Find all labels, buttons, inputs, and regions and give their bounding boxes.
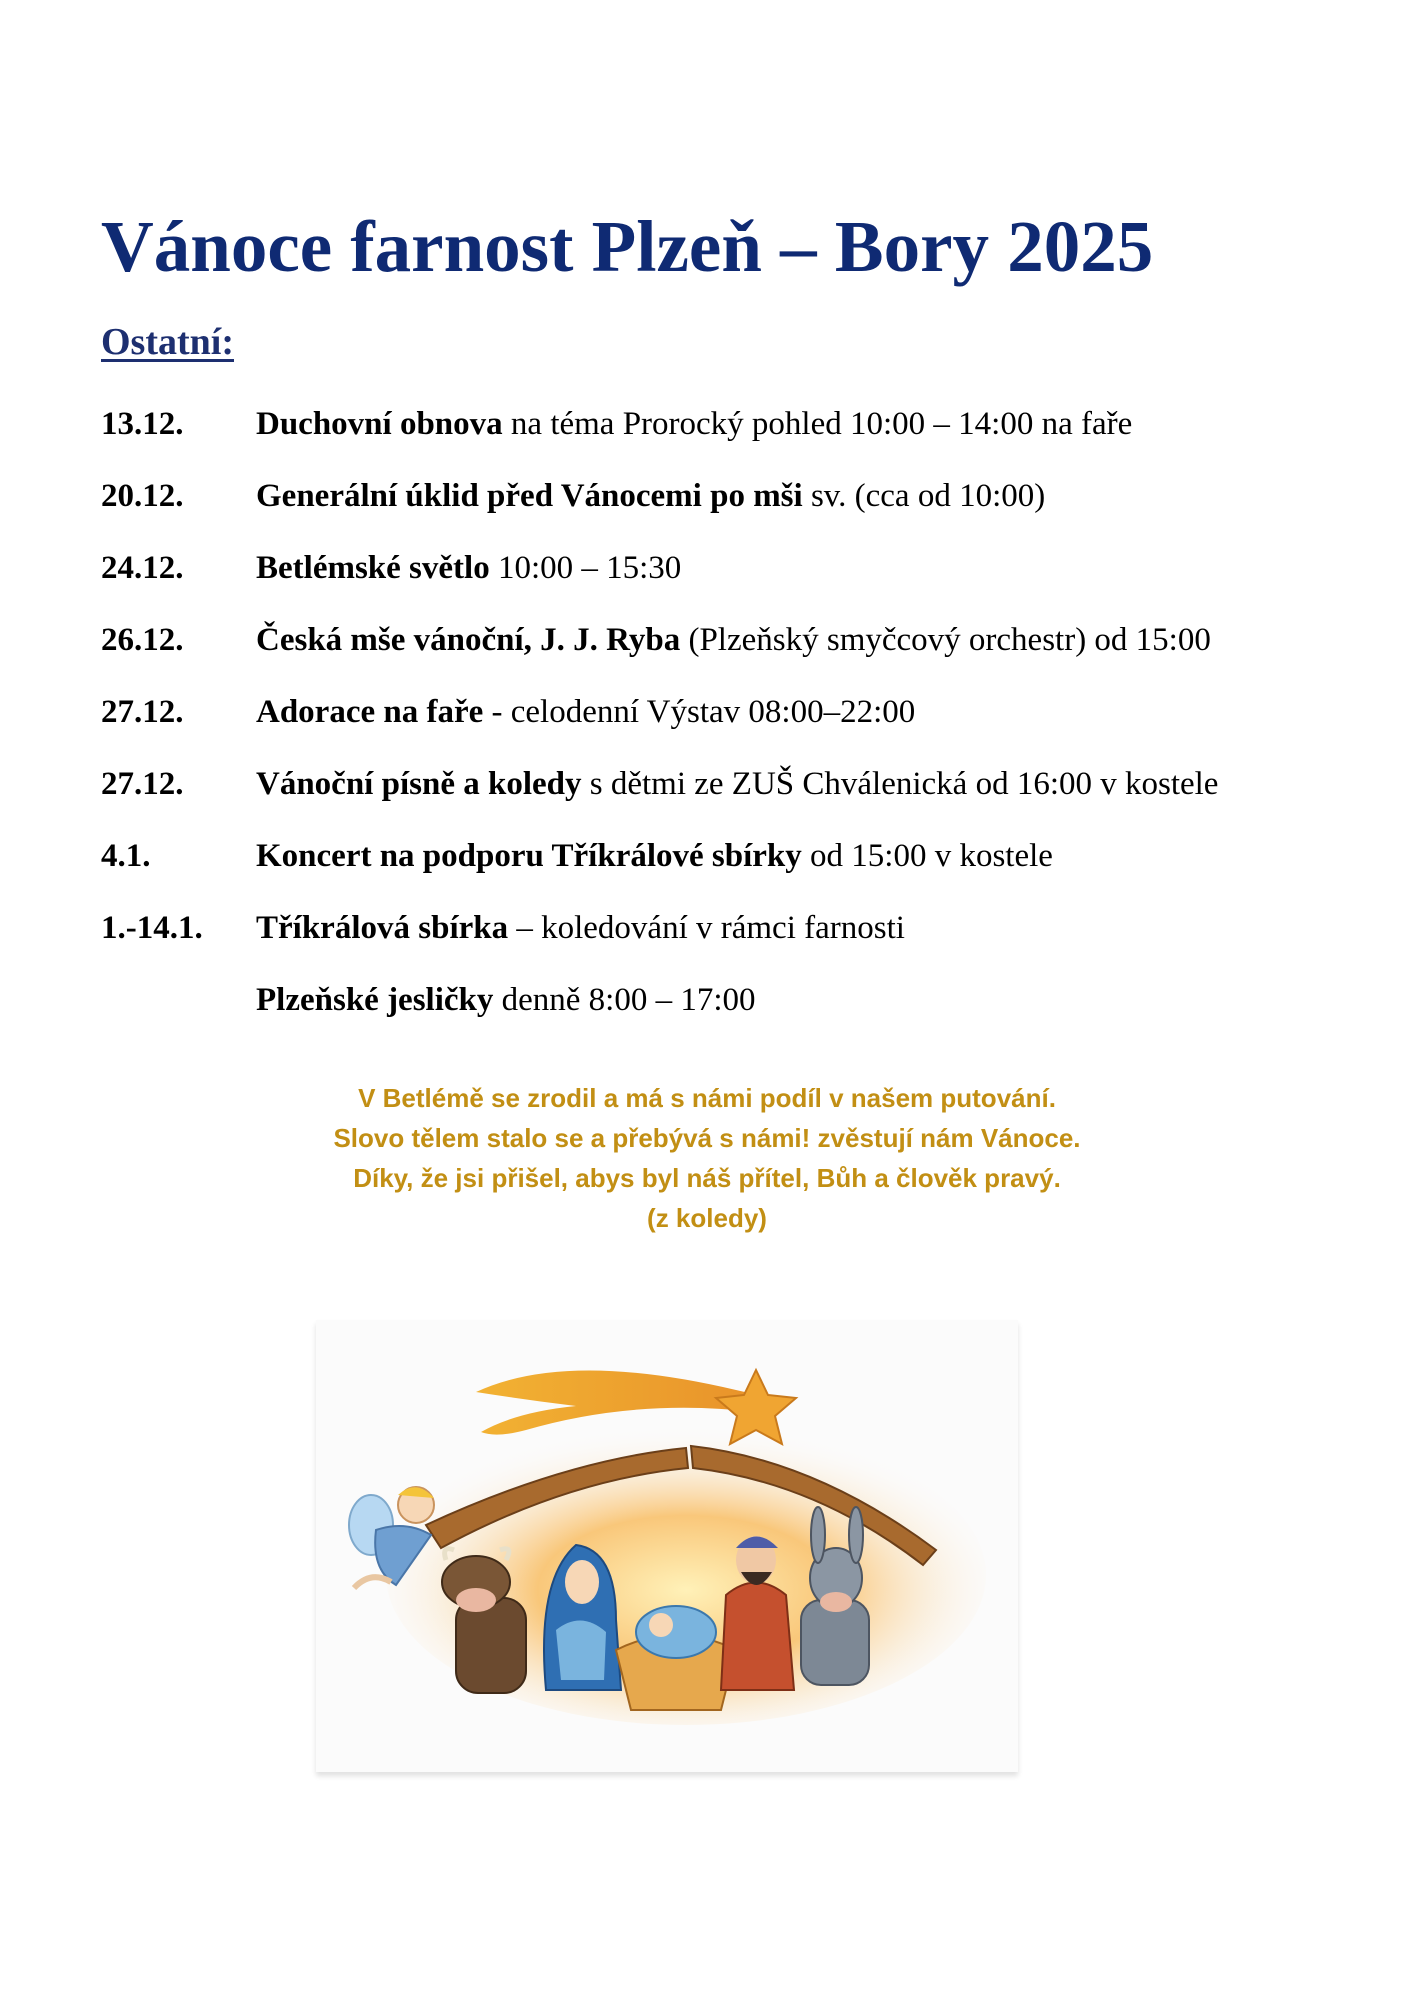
- event-date: 4.1.: [101, 838, 151, 874]
- event-schedule: [101, 388, 1351, 1036]
- quote-source: (z koledy): [647, 1203, 767, 1233]
- event-date: 24.12.: [101, 550, 184, 586]
- event-title: Vánoční písně a koledy: [256, 766, 582, 802]
- quote-line: V Betlémě se zrodil a má s námi podíl v našem putování.: [358, 1083, 1056, 1113]
- event-row: [101, 748, 1351, 820]
- event-details: sv. (cca od 10:00): [802, 478, 1046, 514]
- event-row: [101, 892, 1351, 964]
- event-title: Generální úklid před Vánocemi po mši: [256, 478, 803, 514]
- page-title: Vánoce farnost Plzeň – Bory 2025: [101, 206, 1154, 287]
- event-row: [101, 460, 1351, 532]
- event-description: [256, 836, 1053, 876]
- event-title: Koncert na podporu Tříkrálové sbírky: [256, 838, 802, 874]
- event-date: 20.12.: [101, 478, 184, 514]
- event-details: - celodenní Výstav 08:00–22:00: [483, 694, 916, 730]
- event-row: [101, 388, 1351, 460]
- nativity-scene-illustration: [316, 1320, 1018, 1772]
- event-description: [256, 476, 1045, 516]
- event-row: [101, 964, 1351, 1036]
- event-description: [256, 404, 1132, 444]
- carol-quote: [0, 1078, 1414, 1238]
- event-description: [256, 764, 1218, 804]
- event-row: [101, 676, 1351, 748]
- event-title: Adorace na faře: [256, 694, 484, 730]
- event-title: Duchovní obnova: [256, 406, 503, 442]
- event-row: [101, 604, 1351, 676]
- event-details: denně 8:00 – 17:00: [493, 982, 756, 1018]
- event-description: [256, 980, 756, 1020]
- event-description: [256, 620, 1211, 660]
- event-date: 27.12.: [101, 694, 184, 730]
- event-details: od 15:00 v kostele: [801, 838, 1053, 874]
- event-row: [101, 532, 1351, 604]
- event-details: (Plzeňský smyčcový orchestr) od 15:00: [680, 622, 1211, 658]
- event-details: s dětmi ze ZUŠ Chválenická od 16:00 v kostele: [581, 766, 1219, 802]
- event-date: 1.-14.1.: [101, 910, 203, 946]
- quote-line: Slovo tělem stalo se a přebývá s námi! zvěstují nám Vánoce.: [333, 1123, 1081, 1153]
- event-details: na téma Prorocký pohled 10:00 – 14:00 na faře: [502, 406, 1133, 442]
- event-details: – koledování v rámci farnosti: [508, 910, 905, 946]
- event-date: 26.12.: [101, 622, 184, 658]
- event-title: Plzeňské jesličky: [256, 982, 494, 1018]
- event-title: Betlémské světlo: [256, 550, 490, 586]
- section-heading-other: Ostatní:: [101, 321, 234, 363]
- event-details: 10:00 – 15:30: [489, 550, 682, 586]
- event-title: Česká mše vánoční, J. J. Ryba: [256, 622, 681, 658]
- nativity-icon: [316, 1320, 1018, 1772]
- event-title: Tříkrálová sbírka: [256, 910, 509, 946]
- quote-line: Díky, že jsi přišel, abys byl náš přítel, Bůh a člověk pravý.: [353, 1163, 1061, 1193]
- event-description: [256, 548, 681, 588]
- event-date: 13.12.: [101, 406, 184, 442]
- event-description: [256, 908, 905, 948]
- event-row: [101, 820, 1351, 892]
- event-date: 27.12.: [101, 766, 184, 802]
- event-description: [256, 692, 915, 732]
